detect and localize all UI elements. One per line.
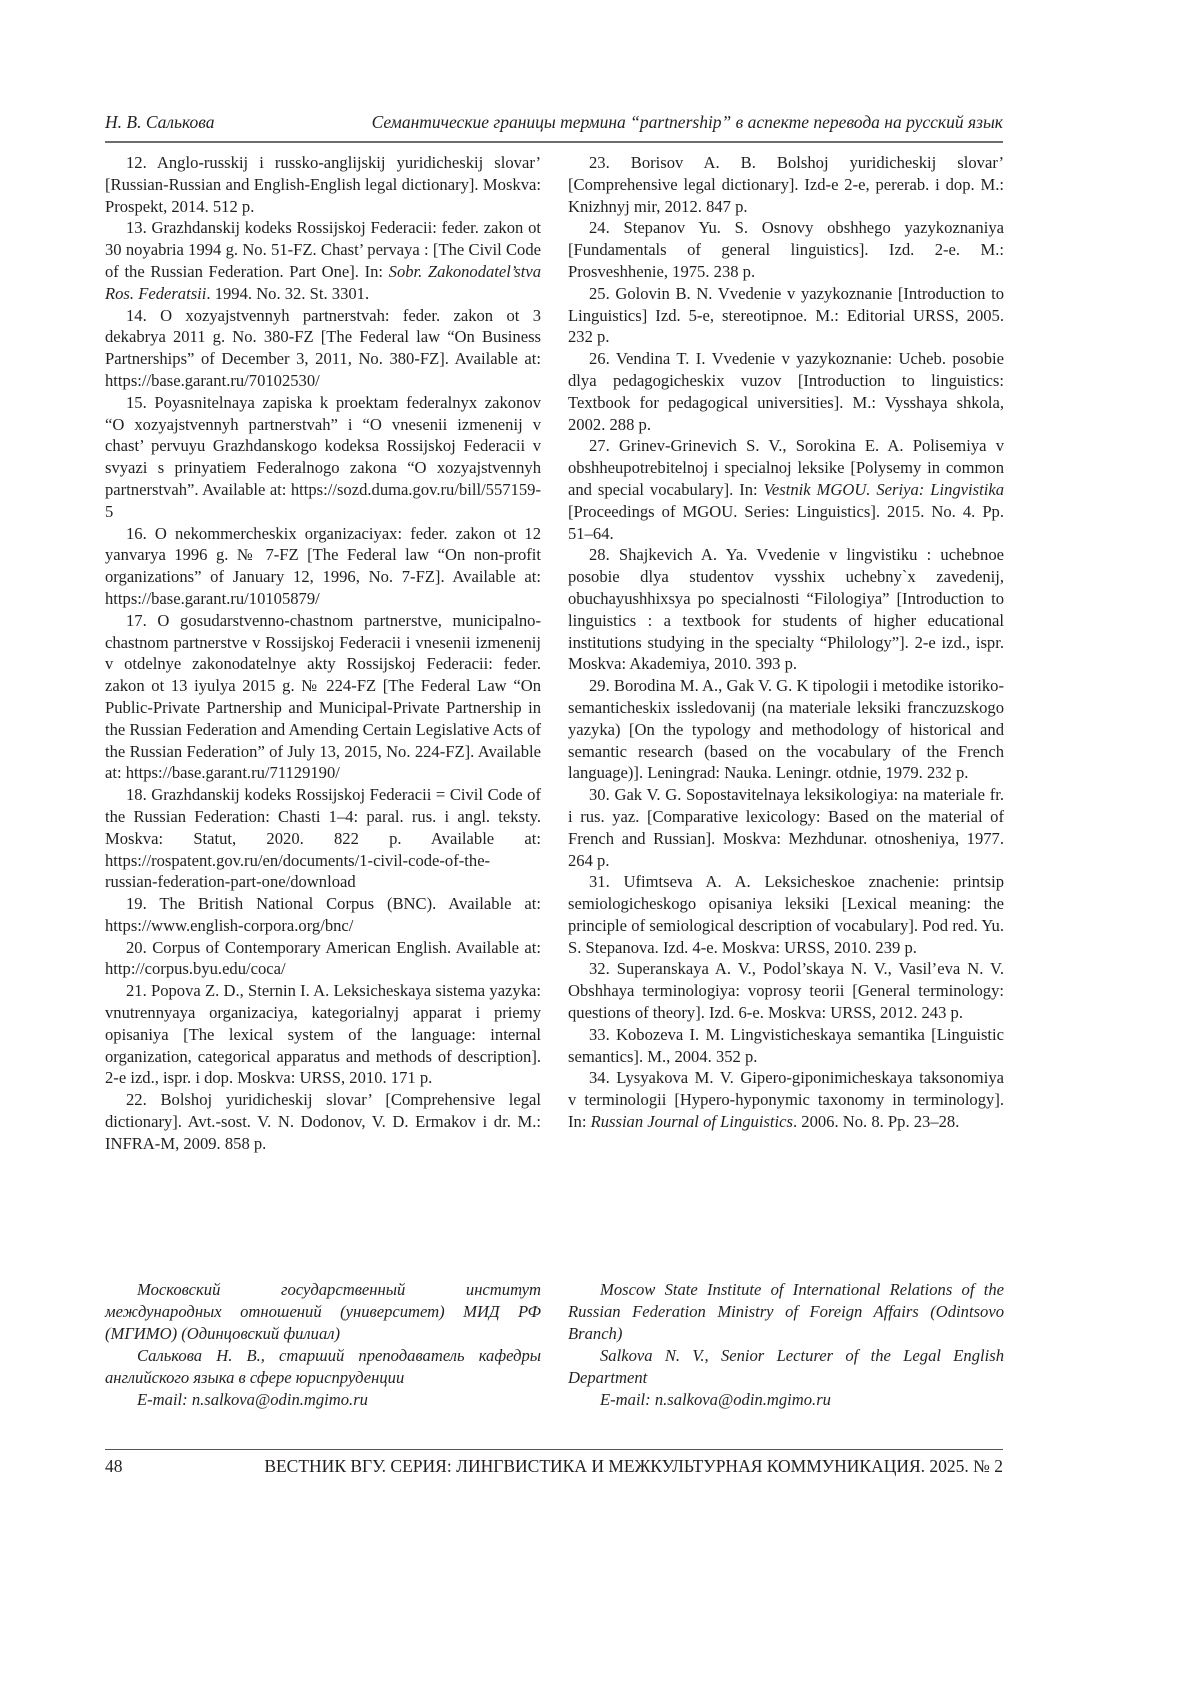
reference-entry <box>568 784 1004 871</box>
reference-entry <box>568 871 1004 958</box>
running-header <box>105 112 1003 143</box>
reference-text: . 2006. No. 8. Pp. 23–28. <box>793 1112 959 1131</box>
reference-text: 23. Borisov A. B. Bolshoj yuridicheskij slovar’ [Comprehensive legal dictionary]. Izd-e 2-e, pererab. i dop. M.: Knizhnyj mir, 2012. 847 p. <box>568 153 1004 216</box>
reference-text: [Proceedings of MGOU. Series: Linguistics]. 2015. No. 4. Pp. 51–64. <box>568 502 1004 543</box>
reference-text: 31. Ufimtseva A. A. Leksicheskoe znachenie: printsip semiologicheskogo opisaniya leksiki [Lexical meaning: the principle of semiological description of vocabulary]. Pod red. Yu. S. Stepanova. Izd. 4-e. Moskva: URSS, 2010. 239 p. <box>568 872 1004 956</box>
reference-entry <box>105 784 541 893</box>
reference-entry <box>568 958 1004 1023</box>
email-ru: E-mail: n.salkova@odin.mgimo.ru <box>105 1389 541 1411</box>
reference-text: 15. Poyasnitelnaya zapiska k proektam federalnyx zakonov “O xozyajstvennyh partnerstvah” i “O vnesenii izmenenij v chast’ pervuyu Grazhdanskogo kodeksa Rossijskoj Federacii v svyazi s prinyatiem Federalnogo zakona “O xozyajstvennyh partnerstvah”. Available at: https://sozd.duma.gov.ru/bill/557159-5 <box>105 393 541 521</box>
reference-entry <box>105 937 541 981</box>
document-page <box>0 0 1200 1697</box>
reference-text: 34. Lysyakova M. V. Gipero-giponimicheskaya taksonomiya v terminologii [Hypero-hyponymic taxonomy in terminology]. In: <box>568 1068 1004 1131</box>
references-left-column <box>105 152 541 1155</box>
reference-entry <box>568 544 1004 675</box>
reference-text: 26. Vendina T. I. Vvedenie v yazykoznanie: Ucheb. posobie dlya pedagogicheskix vuzov [Introduction to linguistics: Textbook for pedagogical universities]. M.: Vysshaya shkola, 2002. 288 p. <box>568 349 1004 433</box>
reference-entry <box>568 152 1004 217</box>
reference-text: 28. Shajkevich A. Ya. Vvedenie v lingvistiku : uchebnoe posobie dlya studentov vysshix uchebny`x zavedenij, obuchayushhixsya po specialnosti “Filologiya” [Introduction to linguistics : a textbook for students of higher educational institutions studying in the specialty “Philology”]. 2-e izd., ispr. Moskva: Akademiya, 2010. 393 p. <box>568 545 1004 673</box>
reference-entry <box>105 610 541 784</box>
affiliation-russian <box>105 1279 541 1411</box>
reference-entry <box>105 980 541 1089</box>
reference-text: 18. Grazhdanskij kodeks Rossijskoj Federacii = Civil Code of the Russian Federation: Chasti 1–4: paral. rus. i angl. teksty. Moskva: Statut, 2020. 822 p. Available at: https://rospatent.gov.ru/en/documents/1-civil-code-of-the-russian-federation-part-one/download <box>105 785 541 891</box>
reference-text: 21. Popova Z. D., Sternin I. A. Leksicheskaya sistema yazyka: vnutrennyaya organizaciya, kategorialnyj apparat i priemy opisaniya [The lexical system of the language: internal organization, categorical apparatus and methods of description]. 2-e izd., ispr. i dop. Moskva: URSS, 2010. 171 p. <box>105 981 541 1087</box>
header-author: Н. В. Салькова <box>105 112 214 138</box>
reference-entry <box>568 435 1004 544</box>
institution-en: Moscow State Institute of International Relations of the Russian Federation Ministry of Foreign Affairs (Odintsovo Branch) <box>568 1279 1004 1345</box>
reference-source-italic: Russian Journal of Linguistics <box>591 1112 793 1131</box>
reference-entry <box>105 305 541 392</box>
reference-entry <box>568 283 1004 348</box>
reference-text: 27. Grinev-Grinevich S. V., Sorokina E. A. Polisemiya v obshheupotrebitelnoj i specialnoj leksike [Polysemy in common and special vocabulary]. In: <box>568 436 1004 499</box>
reference-text: . 1994. No. 32. St. 3301. <box>206 284 369 303</box>
reference-entry <box>568 1067 1004 1132</box>
author-ru: Салькова Н. В., старший преподаватель кафедры английского языка в сфере юриспруденции <box>105 1345 541 1389</box>
reference-entry <box>105 523 541 610</box>
reference-entry <box>105 217 541 304</box>
reference-text: 17. O gosudarstvenno-chastnom partnerstve, municipalno-chastnom partnerstve v Rossijskoj Federacii i vnesenii izmenenij v otdelnye zakonodatelnye akty Rossijskoj Federacii: feder. zakon ot 13 iyulya 2015 g. № 224-FZ [The Federal Law “On Public-Private Partnership and Municipal-Private Partnership in the Russian Federation and Amending Certain Legislative Acts of the Russian Federation” of July 13, 2015, No. 224-FZ]. Available at: https://base.garant.ru/71129190/ <box>105 611 541 783</box>
reference-text: 30. Gak V. G. Sopostavitelnaya leksikologiya: na materiale fr. i rus. yaz. [Comparative lexicology: Based on the material of French and Russian]. Moskva: Mezhdunar. otnosheniya, 1977. 264 p. <box>568 785 1004 869</box>
email-en: E-mail: n.salkova@odin.mgimo.ru <box>568 1389 1004 1411</box>
reference-text: 20. Corpus of Contemporary American English. Available at: http://corpus.byu.edu/coca/ <box>105 938 541 979</box>
journal-title: ВЕСТНИК ВГУ. СЕРИЯ: ЛИНГВИСТИКА И МЕЖКУЛЬТУРНАЯ КОММУНИКАЦИЯ. 2025. № 2 <box>264 1456 1003 1477</box>
reference-entry <box>568 348 1004 435</box>
institution-ru: Московский государственный институт международных отношений (университет) МИД РФ (МГИМО) (Одинцовский филиал) <box>105 1279 541 1345</box>
reference-text: 13. Grazhdanskij kodeks Rossijskoj Federacii: feder. zakon ot 30 noyabria 1994 g. No. 51-FZ. Chast’ pervaya : [The Civil Code of the Russian Federation. Part One]. In: <box>105 218 541 281</box>
references-right-column <box>568 152 1004 1133</box>
reference-text: 24. Stepanov Yu. S. Osnovy obshhego yazykoznaniya [Fundamentals of general linguistics]. Izd. 2-e. M.: Prosveshhenie, 1975. 238 p. <box>568 218 1004 281</box>
reference-text: 12. Anglo-russkij i russko-anglijskij yuridicheskij slovar’ [Russian-Russian and English-English legal dictionary]. Moskva: Prospekt, 2014. 512 p. <box>105 153 541 216</box>
reference-text: 22. Bolshoj yuridicheskij slovar’ [Comprehensive legal dictionary]. Avt.-sost. V. N. Dodonov, V. D. Ermakov i dr. M.: INFRA-M, 2009. 858 p. <box>105 1090 541 1153</box>
author-en: Salkova N. V., Senior Lecturer of the Legal English Department <box>568 1345 1004 1389</box>
reference-source-italic: Sobr. Zakonodatel’stva Ros. Federatsii <box>105 262 541 303</box>
reference-text: 16. O nekommercheskix organizaciyax: feder. zakon ot 12 yanvarya 1996 g. № 7-FZ [The Federal law “On non-profit organizations” of January 12, 1996, No. 7-FZ]. Available at: https://base.garant.ru/10105879/ <box>105 524 541 608</box>
reference-entry <box>105 893 541 937</box>
reference-entry <box>568 675 1004 784</box>
affiliation-english <box>568 1279 1004 1411</box>
reference-text: 25. Golovin B. N. Vvedenie v yazykoznanie [Introduction to Linguistics] Izd. 5-e, stereotipnoe. M.: Editorial URSS, 2005. 232 p. <box>568 284 1004 347</box>
reference-text: 32. Superanskaya A. V., Podol’skaya N. V., Vasil’eva N. V. Obshhaya terminologiya: voprosy teorii [General terminology: questions of theory]. Izd. 6-e. Moskva: URSS, 2012. 243 p. <box>568 959 1004 1022</box>
reference-entry <box>105 152 541 217</box>
reference-text: 33. Kobozeva I. M. Lingvisticheskaya semantika [Linguistic semantics]. M., 2004. 352 p. <box>568 1025 1004 1066</box>
reference-text: 14. O xozyajstvennyh partnerstvah: feder. zakon ot 3 dekabrya 2011 g. No. 380-FZ [The Federal law “On Business Partnerships” of December 3, 2011, No. 380-FZ]. Available at: https://base.garant.ru/70102530/ <box>105 306 541 390</box>
reference-entry <box>568 1024 1004 1068</box>
page-footer <box>105 1449 1003 1477</box>
reference-source-italic: Vestnik MGOU. Seriya: Lingvistika <box>764 480 1004 499</box>
header-title: Семантические границы термина “partnership” в аспекте перевода на русский язык <box>372 112 1003 138</box>
reference-entry <box>568 217 1004 282</box>
reference-entry <box>105 1089 541 1154</box>
reference-text: 29. Borodina M. A., Gak V. G. K tipologii i metodike istoriko-semanticheskix issledovanij (na materiale leksiki franczuzskogo yazyka) [On the typology and methodology of historical and semantic research (based on the vocabulary of the French language)]. Leningrad: Nauka. Leningr. otdnie, 1979. 232 p. <box>568 676 1004 782</box>
reference-entry <box>105 392 541 523</box>
reference-text: 19. The British National Corpus (BNC). Available at: https://www.english-corpora.org/bnc/ <box>105 894 541 935</box>
page-number: 48 <box>105 1456 123 1477</box>
